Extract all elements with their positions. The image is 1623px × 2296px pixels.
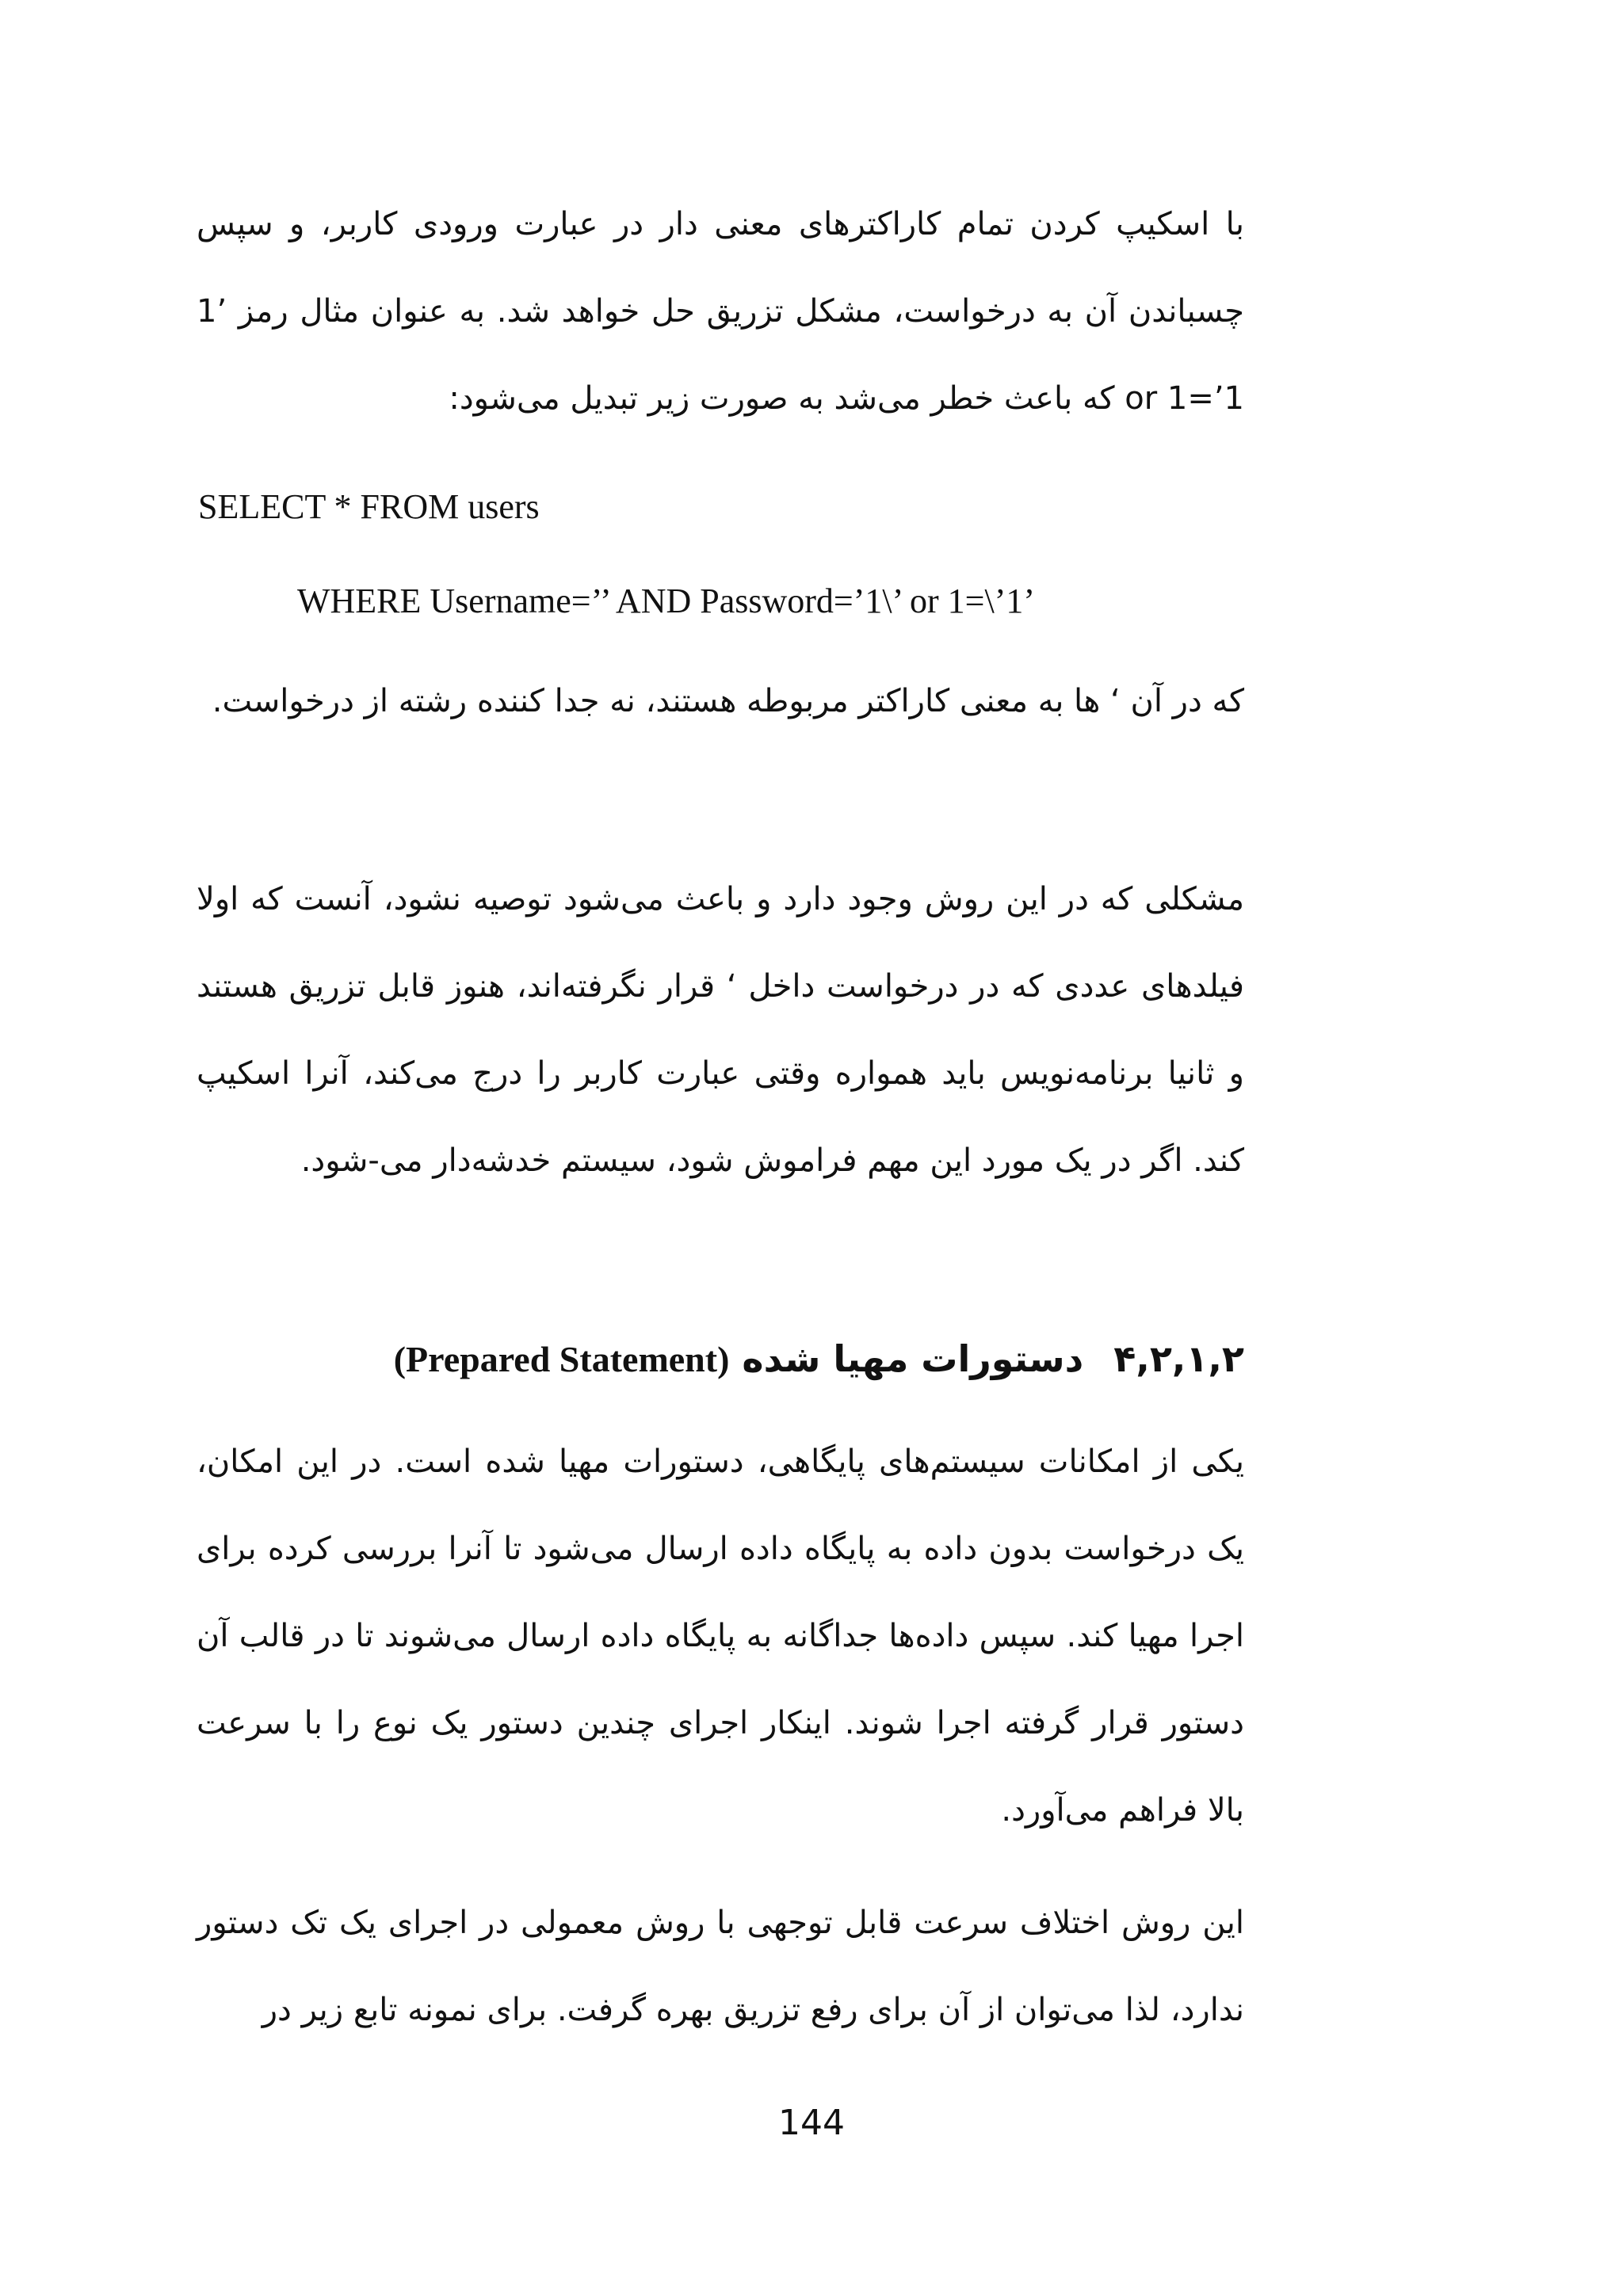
section-title-latin: (Prepared Statement) <box>393 1339 730 1379</box>
page-number: 144 <box>778 2103 845 2143</box>
paragraph-escaping-problem: مشکلی که در این روش وجود دارد و باعث می‌شود توصیه نشود، آنست که اولا فیلدهای عددی که در درخواست داخل ‘ قرار نگرفته‌اند، هنوز قابل تزریق هستند و ثانیا برنامه‌نویس باید همواره وقتی عبارت کاربر را درج می‌کند، آنرا اسکیپ کند. اگر در یک مورد این مهم فراموش شود، سیستم خدشه‌دار می-شود. <box>197 881 1244 1179</box>
paragraph-quote-meaning: که در آن ‘ ها به معنی کاراکتر مربوطه هستند، نه جدا کننده رشته از درخواست. <box>212 683 1244 719</box>
section-heading <box>197 1331 1244 1387</box>
sql-code-line-1: SELECT * FROM users <box>198 487 540 526</box>
paragraph-escaping: با اسکیپ کردن تمام کاراکترهای معنی دار در عبارت ورودی کاربر، و سپس چسباندن آن به درخواست، مشکل تزریق حل خواهد شد. به عنوان مثال رمز ’1 or 1=’1 که باعث خطر می‌شد به صورت زیر تبدیل می‌شود: <box>197 206 1244 417</box>
section-number: ۴,۲,۱,۲ <box>1113 1337 1244 1380</box>
sql-code-line-2: WHERE Username=’’ AND Password=’1\’ or 1=\’1’ <box>297 582 1036 620</box>
paragraph-speed: این روش اختلاف سرعت قابل توجهی با روش معمولی در اجرای یک تک دستور ندارد، لذا می‌توان از آن برای رفع تزریق بهره گرفت. برای نمونه تابع زیر در <box>197 1905 1244 2028</box>
section-title: دستورات مهیا شده <box>742 1337 1084 1380</box>
paragraph-prepared-statements: یکی از امکانات سیستم‌های پایگاهی، دستورات مهیا شده است. در این امکان، یک درخواست بدون داده به پایگاه داده ارسال می‌شود تا آنرا بررسی کرده برای اجرا مهیا کند. سپس داده‌ها جداگانه به پایگاه داده ارسال می‌شوند تا در قالب آن دستور قرار گرفته اجرا شوند. اینکار اجرای چندین دستور یک نوع را با سرعت بالا فراهم می‌آورد. <box>197 1444 1244 1829</box>
